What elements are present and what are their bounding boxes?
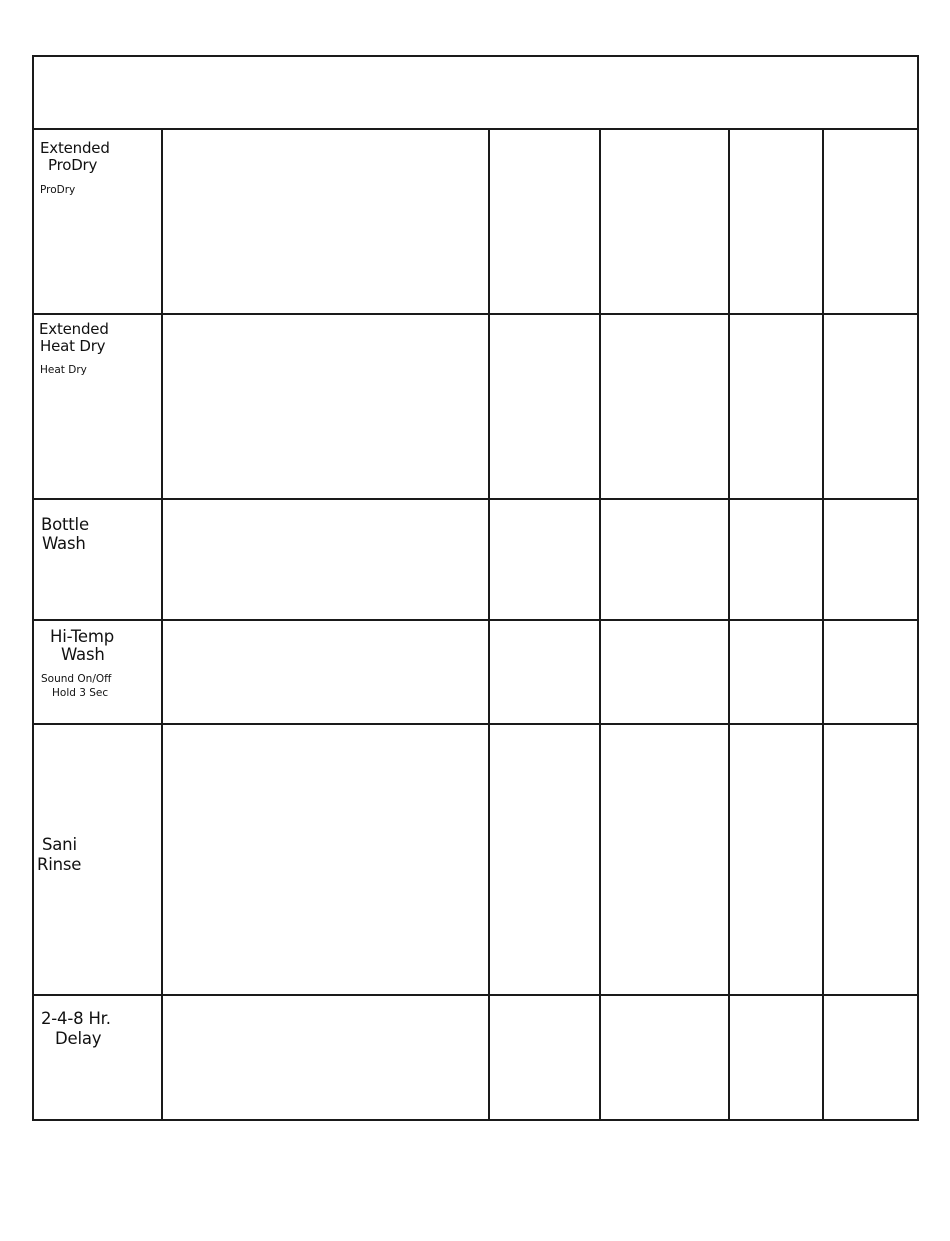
table-cell — [728, 498, 824, 621]
table-cell — [599, 128, 730, 315]
table-cell — [161, 498, 490, 621]
table-cell — [488, 128, 601, 315]
table-cell — [599, 619, 730, 725]
table-cell — [161, 619, 490, 725]
table-row-label-cell — [32, 498, 163, 621]
row-label-line2: Wash — [42, 534, 86, 553]
table-cell — [488, 723, 601, 996]
table-row-label-cell — [32, 128, 163, 315]
table-cell — [488, 994, 601, 1121]
table-cell — [599, 313, 730, 500]
row-label-line1: Hi-Temp — [50, 627, 115, 646]
table-cell — [161, 313, 490, 500]
table-cell — [728, 994, 824, 1121]
table-cell — [728, 128, 824, 315]
row-label-line2: Delay — [55, 1029, 102, 1048]
row-label-line2: ProDry — [48, 156, 98, 174]
table-header-row — [32, 55, 919, 130]
row-label-sub: Heat Dry — [40, 364, 87, 376]
row-label-line1: Sani — [42, 835, 77, 854]
table-cell — [822, 994, 919, 1121]
table-cell — [822, 619, 919, 725]
table-row-label-cell — [32, 313, 163, 500]
table-cell — [728, 619, 824, 725]
table-cell — [599, 498, 730, 621]
table-cell — [599, 723, 730, 996]
table-cell — [822, 128, 919, 315]
table-cell — [488, 313, 601, 500]
row-label-sub: Hold 3 Sec — [52, 687, 109, 699]
row-label-line1: Bottle — [41, 515, 89, 534]
table-cell — [822, 498, 919, 621]
row-label-line2: Rinse — [37, 855, 82, 874]
table-cell — [161, 994, 490, 1121]
row-label-line1: 2-4-8 Hr. — [41, 1009, 111, 1028]
table-row-label-cell — [32, 994, 163, 1121]
table-cell — [822, 723, 919, 996]
table-row-label-cell — [32, 723, 163, 996]
table-cell — [161, 128, 490, 315]
table-row-label-cell — [32, 619, 163, 725]
table-cell — [728, 723, 824, 996]
row-label-sub: Sound On/Off — [41, 673, 112, 685]
row-label-line2: Heat Dry — [40, 337, 106, 355]
row-label-sub: ProDry — [40, 184, 76, 196]
table-cell — [822, 313, 919, 500]
table-cell — [728, 313, 824, 500]
table-cell — [488, 619, 601, 725]
table-cell — [488, 498, 601, 621]
table-cell — [599, 994, 730, 1121]
row-label-line1: Extended — [40, 139, 110, 157]
table-cell — [161, 723, 490, 996]
row-label-line2: Wash — [61, 645, 105, 664]
row-label-line1: Extended — [39, 320, 109, 338]
